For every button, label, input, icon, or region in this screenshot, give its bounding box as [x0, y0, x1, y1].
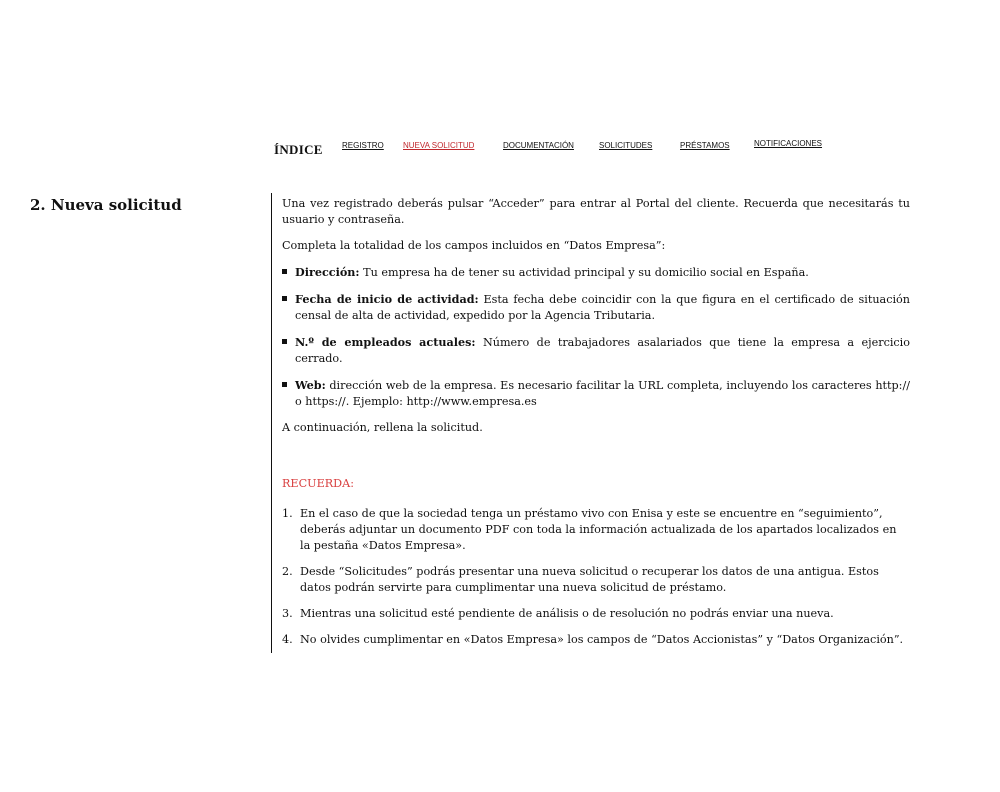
index-title: ÍNDICE: [274, 142, 323, 157]
nav-link-registro[interactable]: REGISTRO: [342, 141, 384, 150]
list-item: [282, 291, 910, 324]
list-item: [282, 564, 910, 596]
nav-link-solicitudes[interactable]: SOLICITUDES: [599, 141, 653, 150]
field-label: Web:: [295, 378, 326, 392]
list-item: [282, 377, 910, 410]
square-bullet-icon: [282, 339, 287, 344]
fields-intro-paragraph: Completa la totalidad de los campos incluidos en “Datos Empresa”:: [282, 239, 666, 252]
remember-item-text: Desde “Solicitudes” podrás presentar una nueva solicitud o recuperar los datos de una antigua. Estos datos podrán servirte para cumplimentar una nueva solicitud de préstamo.: [300, 565, 879, 594]
field-text: Número de trabajadores asalariados que tiene la empresa a ejercicio cerrado.: [295, 336, 910, 365]
list-item: [282, 506, 910, 554]
field-label: Fecha de inicio de actividad:: [295, 292, 479, 306]
field-text: Esta fecha debe coincidir con la que figura en el certificado de situación censal de alta de actividad, expedido por la Agencia Tributaria.: [295, 293, 910, 322]
nav-link-nueva-solicitud[interactable]: NUEVA SOLICITUD: [403, 141, 475, 150]
index-nav: [274, 139, 894, 163]
field-label: N.º de empleados actuales:: [295, 335, 476, 349]
list-number: 1.: [282, 507, 293, 520]
square-bullet-icon: [282, 296, 287, 301]
list-number: 3.: [282, 607, 293, 620]
nav-link-documentacion[interactable]: DOCUMENTACIÓN: [503, 141, 574, 150]
content-body: [282, 196, 910, 658]
remember-item-text: En el caso de que la sociedad tenga un préstamo vivo con Enisa y este se encuentre en “seguimiento”, deberás adjuntar un documento PDF con toda la información actualizada de los apartados localizados en la pestaña «Datos Empresa».: [300, 507, 897, 552]
nav-link-prestamos[interactable]: PRÉSTAMOS: [680, 141, 730, 150]
fields-list: [282, 264, 910, 410]
list-item: [282, 334, 910, 367]
vertical-divider: [271, 193, 272, 653]
list-number: 2.: [282, 565, 293, 578]
field-label: Dirección:: [295, 265, 360, 279]
list-item: [282, 606, 910, 622]
list-number: 4.: [282, 633, 293, 646]
remember-heading: RECUERDA:: [282, 477, 354, 490]
square-bullet-icon: [282, 269, 287, 274]
square-bullet-icon: [282, 382, 287, 387]
continue-paragraph: A continuación, rellena la solicitud.: [282, 421, 483, 434]
remember-item-text: Mientras una solicitud esté pendiente de análisis o de resolución no podrás enviar una nueva.: [300, 607, 834, 620]
remember-item-text: No olvides cumplimentar en «Datos Empresa» los campos de “Datos Accionistas” y “Datos Organización”.: [300, 633, 904, 646]
section-title: 2. Nueva solicitud: [30, 196, 182, 214]
list-item: [282, 264, 910, 281]
list-item: [282, 632, 910, 648]
field-text: dirección web de la empresa. Es necesario facilitar la URL completa, incluyendo los caracteres http:// o https://. Ejemplo: http://www.empresa.es: [295, 379, 910, 408]
field-text: Tu empresa ha de tener su actividad principal y su domicilio social en España.: [359, 266, 809, 279]
remember-list: [282, 506, 910, 648]
nav-link-notificaciones[interactable]: NOTIFICACIONES: [754, 139, 823, 148]
intro-paragraph: Una vez registrado deberás pulsar “Acceder” para entrar al Portal del cliente. Recuerda que necesitarás tu usuario y contraseña.: [282, 197, 910, 226]
